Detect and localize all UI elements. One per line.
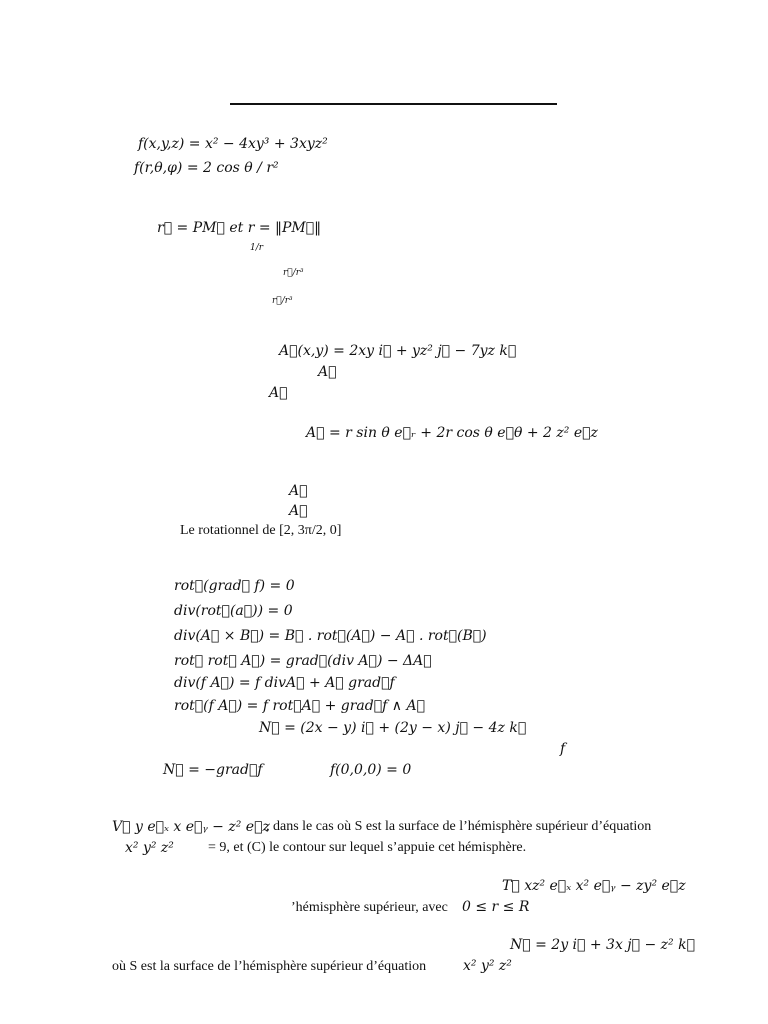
header-rule — [230, 103, 557, 105]
vector-field-N: N⃗ = 2y i⃗ + 3x j⃗ − z² k⃗ — [510, 937, 696, 953]
surface-description: , dans le cas où S est la surface de l’hémisphère supérieur d’équation — [266, 819, 652, 834]
vector-symbol: A⃗ — [269, 385, 288, 401]
normal-vector-expression: N⃗ = (2x − y) i⃗ + (2y − x) j⃗ − 4z k⃗ — [259, 720, 527, 736]
function-symbol: f — [560, 741, 566, 757]
position-vector-definition: r⃗ = PM⃗ et r = ‖PM⃗‖ — [157, 220, 322, 236]
vector-field-V: V⃗ y e⃗ₓ x e⃗ᵧ − z² e⃗z — [112, 819, 270, 835]
fraction-one-over-r: 1/r — [250, 243, 264, 253]
function-cartesian: f(x,y,z) = x² − 4xy³ + 3xyz² — [138, 136, 328, 152]
function-spherical: f(r,θ,φ) = 2 cos θ / r² — [134, 160, 279, 176]
last-surface-text: où S est la surface de l’hémisphère supérieur d’équation — [112, 959, 427, 974]
fraction-r-over-r-cubed: r⃗/r³ — [283, 268, 304, 278]
hemisphere-radius-text: ’hémisphère supérieur, avec — [291, 900, 448, 915]
hemisphere-equation-text: = 9, et (C) le contour sur lequel s’appuie cet hémisphère. — [208, 840, 527, 855]
vector-symbol: A⃗ — [289, 483, 308, 499]
rotationnel-text: Le rotationnel de [2, 3π/2, 0] — [180, 523, 342, 538]
identity-line: rot⃗(f A⃗) = f rot⃗A⃗ + grad⃗f ∧ A⃗ — [174, 698, 425, 714]
fraction-r-over-r-cubed: r⃗/r³ — [272, 296, 293, 306]
identity-line: div(rot⃗(a⃗)) = 0 — [174, 603, 293, 619]
identity-line: rot⃗ rot⃗ A⃗) = grad⃗(div A⃗) − ΔA⃗ — [174, 653, 432, 669]
vector-field-spherical: A⃗ = r sin θ e⃗ᵣ + 2r cos θ e⃗θ + 2 z² e⃗z — [306, 425, 598, 441]
last-hemisphere-equation: x² y² z² — [463, 958, 512, 974]
identity-line: div(f A⃗) = f divA⃗ + A⃗ grad⃗f — [174, 675, 395, 691]
boundary-condition: f(0,0,0) = 0 — [330, 762, 412, 778]
vector-field-T: T⃗ xz² e⃗ₓ x² e⃗ᵧ − zy² e⃗z — [502, 878, 686, 894]
hemisphere-equation: x² y² z² — [125, 840, 174, 856]
vector-field-cartesian: A⃗(x,y) = 2xy i⃗ + yz² j⃗ − 7yz k⃗ — [279, 343, 517, 359]
vector-symbol: A⃗ — [318, 364, 337, 380]
identity-line: div(A⃗ × B⃗) = B⃗ . rot⃗(A⃗) − A⃗ . rot⃗(B⃗) — [174, 628, 487, 644]
identity-line: rot⃗(grad⃗ f) = 0 — [174, 578, 295, 594]
radius-inequality: 0 ≤ r ≤ R — [462, 899, 530, 915]
vector-symbol: A⃗ — [289, 503, 308, 519]
gradient-relation: N⃗ = −grad⃗f — [163, 762, 263, 778]
